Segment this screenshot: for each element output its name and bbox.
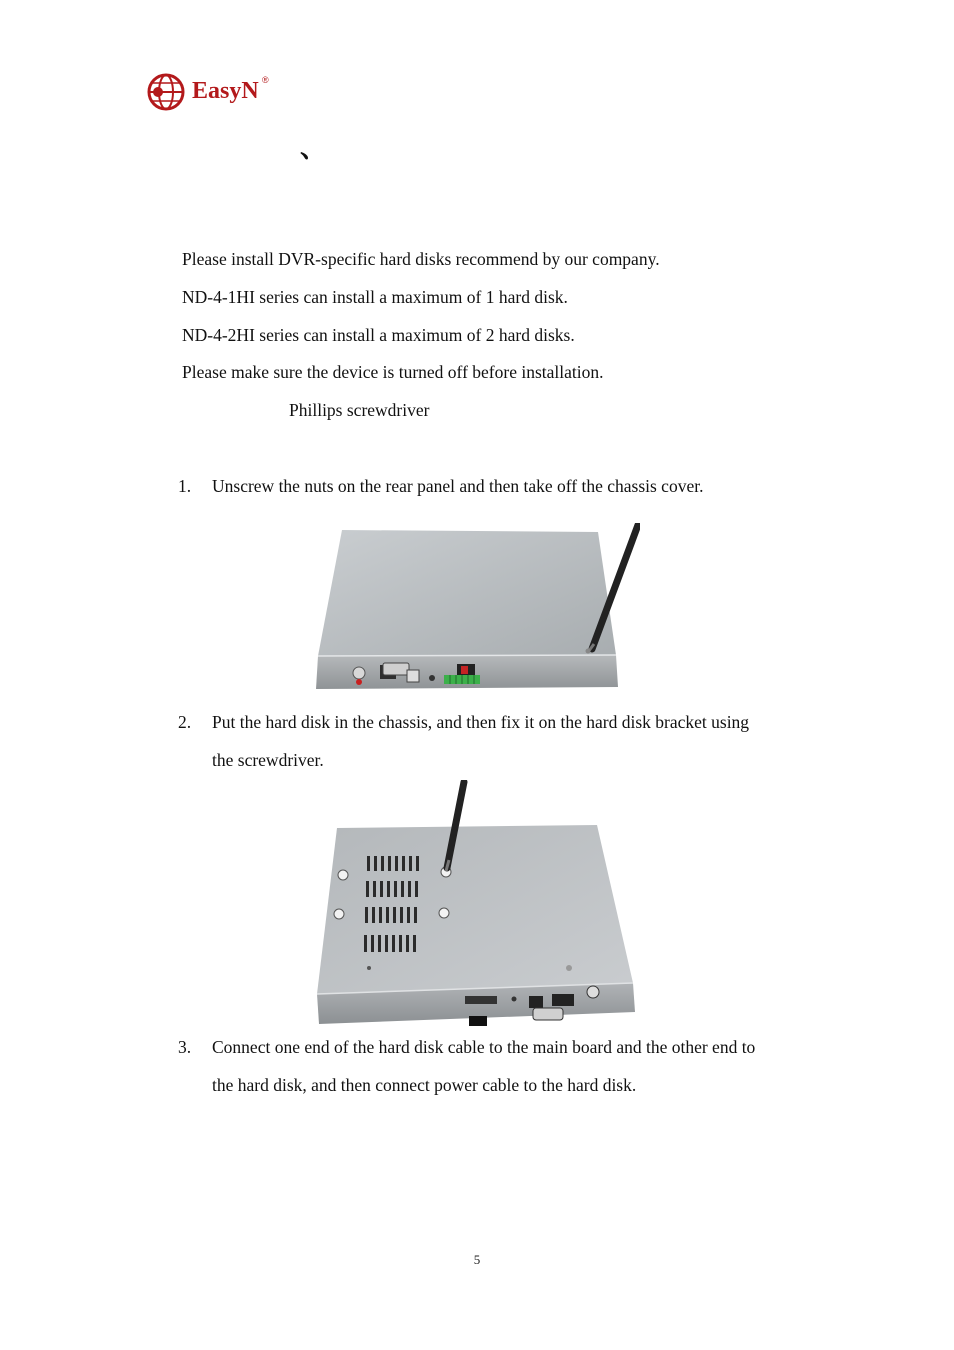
note-line-3: ND-4-2HI series can install a maximum of 2 hard disks.: [182, 325, 575, 345]
heading-mark: 、: [300, 134, 327, 163]
hard-disk-bracket-photo: [315, 780, 637, 1026]
step-3-number: 3.: [178, 1037, 192, 1057]
page-number: 5: [473, 1252, 481, 1267]
step-2-number: 2.: [178, 712, 192, 732]
note-line-2: ND-4-1HI series can install a maximum of 1 hard disk.: [182, 287, 568, 307]
brand-name: EasyN: [192, 78, 259, 104]
note-line-4: Please make sure the device is turned off before installation.: [182, 362, 604, 382]
tools-line: Phillips screwdriver: [289, 400, 430, 420]
step-1-text: Unscrew the nuts on the rear panel and then take off the chassis cover.: [212, 476, 704, 496]
step-2-text-line-2: the screwdriver.: [212, 750, 324, 770]
note-line-1: Please install DVR-specific hard disks recommend by our company.: [182, 249, 660, 269]
brand-logo: [146, 72, 276, 112]
dvr-rear-panel-photo: [316, 523, 640, 691]
step-2-text-line-1: Put the hard disk in the chassis, and then fix it on the hard disk bracket using: [212, 712, 750, 732]
step-1-number: 1.: [178, 476, 192, 496]
registered-mark: ®: [262, 75, 269, 85]
step-3-text-line-2: the hard disk, and then connect power cable to the hard disk.: [212, 1075, 637, 1095]
globe-icon: [146, 72, 188, 112]
step-3-text-line-1: Connect one end of the hard disk cable to the main board and the other end to: [212, 1037, 756, 1057]
